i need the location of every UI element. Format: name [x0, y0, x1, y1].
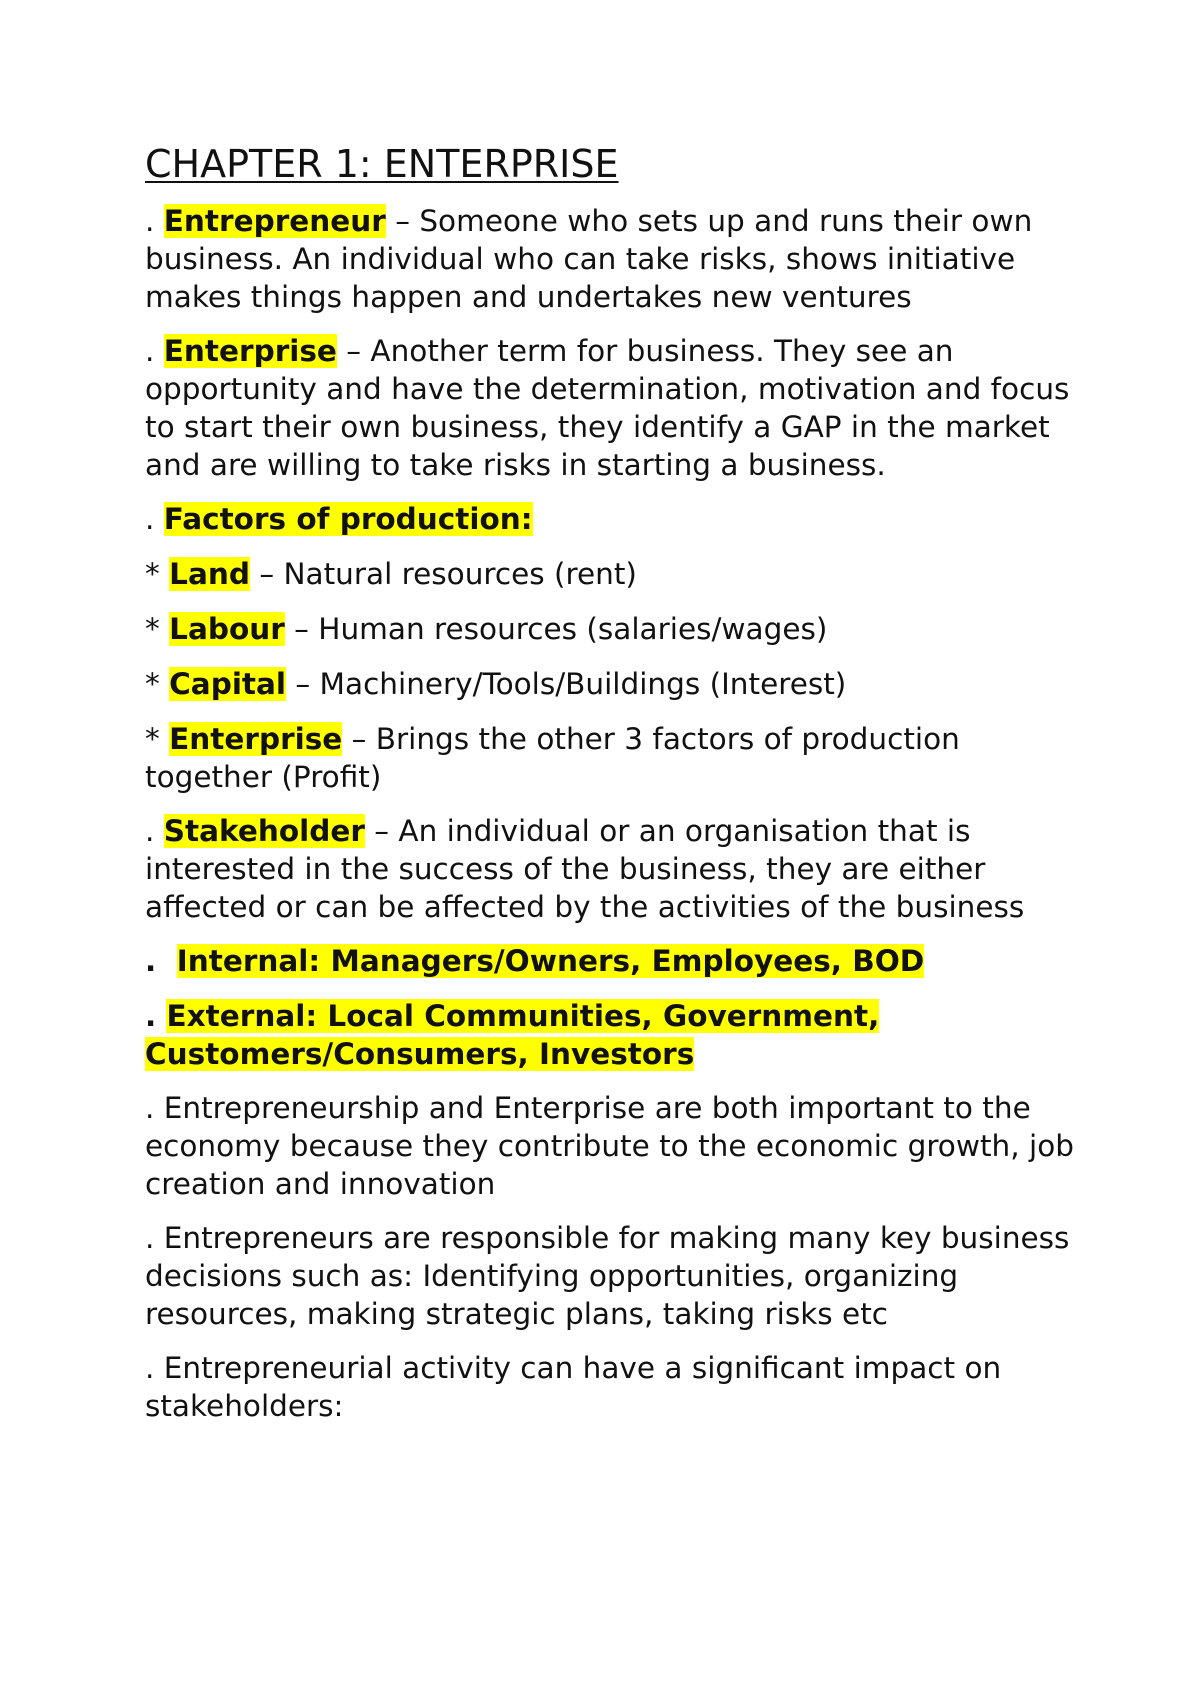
paragraph-decisions: . Entrepreneurs are responsible for making many key business decisions such as: Identifying opportunities, organizing resources, making strategic plans, taking risks etc	[145, 1221, 1070, 1331]
term-highlight: External: Local Communities, Government, Customers/Consumers, Investors	[145, 999, 880, 1071]
term-highlight: Enterprise	[169, 722, 343, 756]
term-highlight: Stakeholder	[163, 814, 365, 848]
paragraph-land: * Land – Natural resources (rent)	[145, 557, 637, 591]
definition-text: – Human resources (salaries/wages)	[284, 612, 828, 646]
definition-text: – Machinery/Tools/Buildings (Interest)	[286, 667, 847, 701]
definition-text: – Natural resources (rent)	[249, 557, 637, 591]
definition-text: – Brings the other 3 factors of production together (Profit)	[145, 722, 960, 794]
paragraph-impact: . Entrepreneurial activity can have a significant impact on stakeholders:	[145, 1351, 1002, 1423]
term-highlight: Factors of production:	[163, 502, 533, 536]
paragraph-external-stakeholders: . External: Local Communities, Government, Customers/Consumers, Investors	[145, 999, 880, 1071]
body-text: Entrepreneurs are responsible for making many key business decisions such as: Identifying opportunities, organizing resources, making strategic plans, taking risks etc	[145, 1221, 1070, 1331]
body-text: Entrepreneurial activity can have a significant impact on stakeholders:	[145, 1351, 1002, 1423]
paragraph-enterprise: . Enterprise – Another term for business. They see an opportunity and have the determination, motivation and focus to start their own business, they identify a GAP in the market and are willing to take risks in starting a business.	[145, 334, 1070, 482]
paragraph-factors-heading: . Factors of production:	[145, 502, 533, 536]
paragraph-labour: * Labour – Human resources (salaries/wages)	[145, 612, 828, 646]
definition-text: – Another term for business. They see an opportunity and have the determination, motivation and focus to start their own business, they identify a GAP in the market and are willing to take risks in starting a business.	[145, 334, 1070, 482]
paragraph-stakeholder: . Stakeholder – An individual or an organisation that is interested in the success of the business, they are either affected or can be affected by the activities of the business	[145, 814, 1025, 924]
chapter-title: CHAPTER 1: ENTERPRISE	[145, 142, 619, 186]
paragraph-entrepreneur: . Entrepreneur – Someone who sets up and runs their own business. An individual who can take risks, shows initiative makes things happen and undertakes new ventures	[145, 204, 1033, 314]
term-highlight: Labour	[169, 612, 285, 646]
paragraph-internal-stakeholders: . Internal: Managers/Owners, Employees, BOD	[145, 944, 925, 978]
term-highlight: Enterprise	[163, 334, 337, 368]
term-highlight: Land	[169, 557, 250, 591]
definition-text: – Someone who sets up and runs their own business. An individual who can take risks, shows initiative makes things happen and undertakes new ventures	[145, 204, 1033, 314]
term-highlight: Internal: Managers/Owners, Employees, BOD	[176, 944, 925, 978]
paragraph-enterprise-factor: * Enterprise – Brings the other 3 factors of production together (Profit)	[145, 722, 960, 794]
term-highlight: Entrepreneur	[163, 204, 386, 238]
document-page	[145, 140, 1075, 1441]
term-highlight: Capital	[169, 667, 287, 701]
paragraph-capital: * Capital – Machinery/Tools/Buildings (Interest)	[145, 667, 847, 701]
body-text: Entrepreneurship and Enterprise are both important to the economy because they contribute to the economic growth, job creation and innovation	[145, 1091, 1074, 1201]
paragraph-importance: . Entrepreneurship and Enterprise are both important to the economy because they contribute to the economic growth, job creation and innovation	[145, 1091, 1074, 1201]
definition-text: – An individual or an organisation that is interested in the success of the business, they are either affected or can be affected by the activities of the business	[145, 814, 1025, 924]
